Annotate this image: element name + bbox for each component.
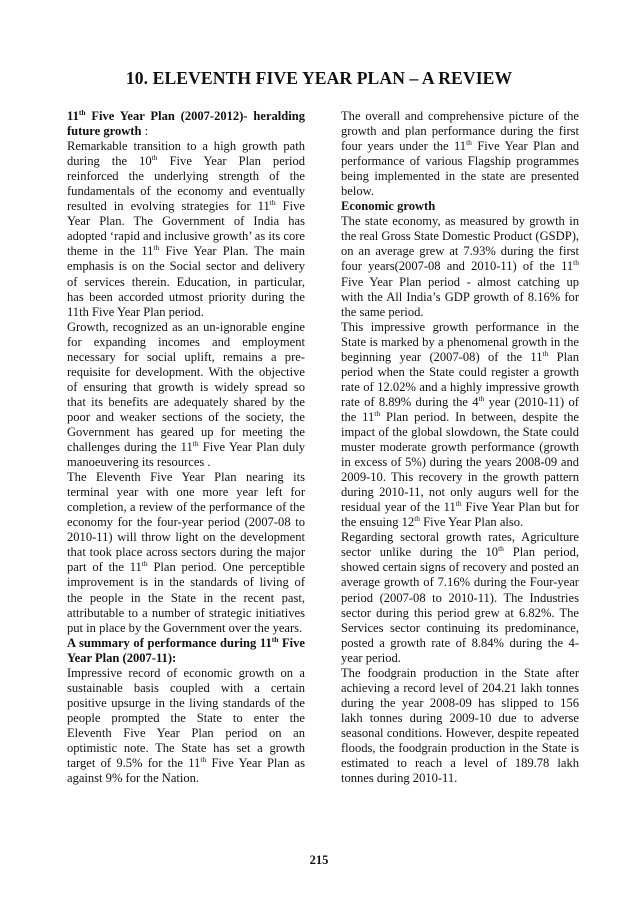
text-run: Five Year Plan. The main emphasis is on the Social sector and delivery of services therein. Education, in particular, has been accorded utmost priority during the 11th Five Year Plan period. bbox=[67, 244, 305, 319]
superscript: th bbox=[542, 348, 549, 358]
superscript: th bbox=[269, 198, 276, 208]
superscript: th bbox=[498, 544, 504, 554]
superscript: th bbox=[192, 439, 199, 449]
superscript: th bbox=[200, 755, 207, 765]
text-run: Five Year Plan period reinforced the underlying strength of the fundamentals of the economy and eventually resulted in evolving strategies for 11 bbox=[67, 154, 305, 214]
text-run: Five Year Plan period - almost catching up with the All India’s GDP growth of 8.16% for the same period. bbox=[341, 274, 579, 319]
text-run: A summary of performance during 11 bbox=[67, 635, 272, 650]
paragraph bbox=[67, 139, 305, 320]
paragraph bbox=[67, 320, 305, 470]
text-run: Five Year Plan (2007-11): bbox=[67, 635, 305, 665]
paragraph bbox=[341, 666, 579, 786]
text-run: 11 bbox=[67, 109, 79, 123]
paragraph bbox=[67, 470, 305, 636]
text-run: Five Year Plan (2007-2012)- heralding future growth bbox=[67, 109, 305, 139]
superscript: th bbox=[478, 393, 485, 403]
text-run: Plan period, showed certain signs of recovery and posted an average growth of 7.16% during the Four-year period (2007-08 to 2010-11). The Industries sector during this period grew at 6.82%. The Services sector continuing its predominance, posted a growth rate of 8.84% during the 4-year period. bbox=[341, 545, 579, 665]
superscript: th bbox=[414, 514, 421, 524]
superscript: th bbox=[153, 243, 160, 253]
text-run: Growth, recognized as an un-ignorable engine for expanding incomes and employment necessary for social uplift, remains a pre-requisite for development. With the objective of ensuring that growth is widely spread so that its benefits are adequately shared by the poor and weaker sections of the society, the Government has geared up for meeting the challenges during the 11 bbox=[67, 319, 305, 455]
text-run: This impressive growth performance in the State is marked by a phenomenal growth in the beginning year (2007-08) of the 11 bbox=[341, 319, 579, 364]
text-run: Economic growth bbox=[341, 199, 436, 214]
section-heading bbox=[67, 636, 305, 666]
superscript: th bbox=[141, 559, 148, 569]
left-column bbox=[67, 109, 305, 786]
superscript: th bbox=[466, 138, 472, 148]
text-run: Five Year Plan. The Government of India has adopted ‘rapid and inclusive growth’ as its core theme in the 11 bbox=[67, 199, 305, 259]
text-run: Plan period. One perceptible improvement is in the standards of living of the people in the State in the recent past, attributable to a number of strategic initiatives put in place by the Government over the years. bbox=[67, 560, 305, 635]
text-run: Five Year Plan as against 9% for the Nation. bbox=[67, 756, 305, 786]
superscript: th bbox=[151, 153, 158, 163]
text-run: The state economy, as measured by growth in the real Gross State Domestic Product (GSDP), on an average grew at 7.93% during the first four years(2007-08 and 2010-11) of the 11 bbox=[341, 214, 580, 274]
section-heading bbox=[67, 109, 305, 139]
text-run: Five Year Plan also. bbox=[420, 515, 524, 530]
page-title: 10. ELEVENTH FIVE YEAR PLAN – A REVIEW bbox=[125, 68, 513, 88]
text-run: Impressive record of economic growth on a sustainable basis coupled with a certain positive upsurge in the living standards of the people prompted the State to enter the Eleventh Five Year Plan period on an optimistic note. The State has set a growth target of 9.5% for the 11 bbox=[67, 665, 305, 771]
paragraph bbox=[341, 214, 579, 319]
right-column bbox=[341, 109, 579, 786]
paragraph bbox=[341, 109, 579, 199]
paragraph bbox=[341, 320, 579, 531]
text-run: Plan period when the State could register a growth rate of 12.02% and a highly impressive growth rate of 8.89% during the 4 bbox=[341, 349, 579, 409]
text-run: The Eleventh Five Year Plan nearing its terminal year with one more year left for completion, a review of the performance of the economy for the four-year period (2007-08 to 2010-11) will throw light on the development that took place across sectors during the major part of the 11 bbox=[67, 470, 305, 575]
text-run: Remarkable transition to a high growth path during the 10 bbox=[67, 139, 305, 169]
superscript: th bbox=[455, 499, 462, 509]
superscript: th bbox=[78, 108, 86, 117]
text-run: : bbox=[141, 124, 149, 139]
text-run: year (2010-11) of the 11 bbox=[341, 394, 579, 424]
section-heading bbox=[341, 199, 579, 214]
superscript: th bbox=[374, 408, 381, 418]
paragraph bbox=[341, 530, 579, 665]
paragraph bbox=[67, 666, 305, 786]
text-run: The foodgrain production in the State after achieving a record level of 204.21 lakh tonnes during the year 2008-09 has slipped to 156 lakh tonnes during 2009-10 due to adverse seasonal conditions. However, despite repeated floods, the foodgrain production in the State is estimated to reach a level of 189.78 lakh tonnes during 2010-11. bbox=[341, 665, 579, 786]
page-number: 215 bbox=[309, 853, 329, 867]
text-run: Plan period. In between, despite the impact of the global slowdown, the State could muster moderate growth performance (growth in excess of 5%) during the years 2008-09 and 2009-10. This recovery in the growth pattern during 2010-11, not only augurs well for the residual year of the 11 bbox=[341, 409, 579, 515]
superscript: th bbox=[573, 258, 579, 268]
text-run: Five Year Plan duly manoeuvering its resources . bbox=[67, 440, 306, 470]
text-run: Regarding sectoral growth rates, Agriculture sector unlike during the 10 bbox=[341, 530, 579, 560]
superscript: th bbox=[271, 634, 279, 644]
text-run: Five Year Plan but for the ensuing 12 bbox=[341, 500, 579, 530]
text-run: The overall and comprehensive picture of the growth and plan performance during the first four years under the 11 bbox=[341, 109, 579, 154]
text-run: Five Year Plan and performance of various Flagship programmes being implemented in the state are presented below. bbox=[341, 139, 579, 199]
